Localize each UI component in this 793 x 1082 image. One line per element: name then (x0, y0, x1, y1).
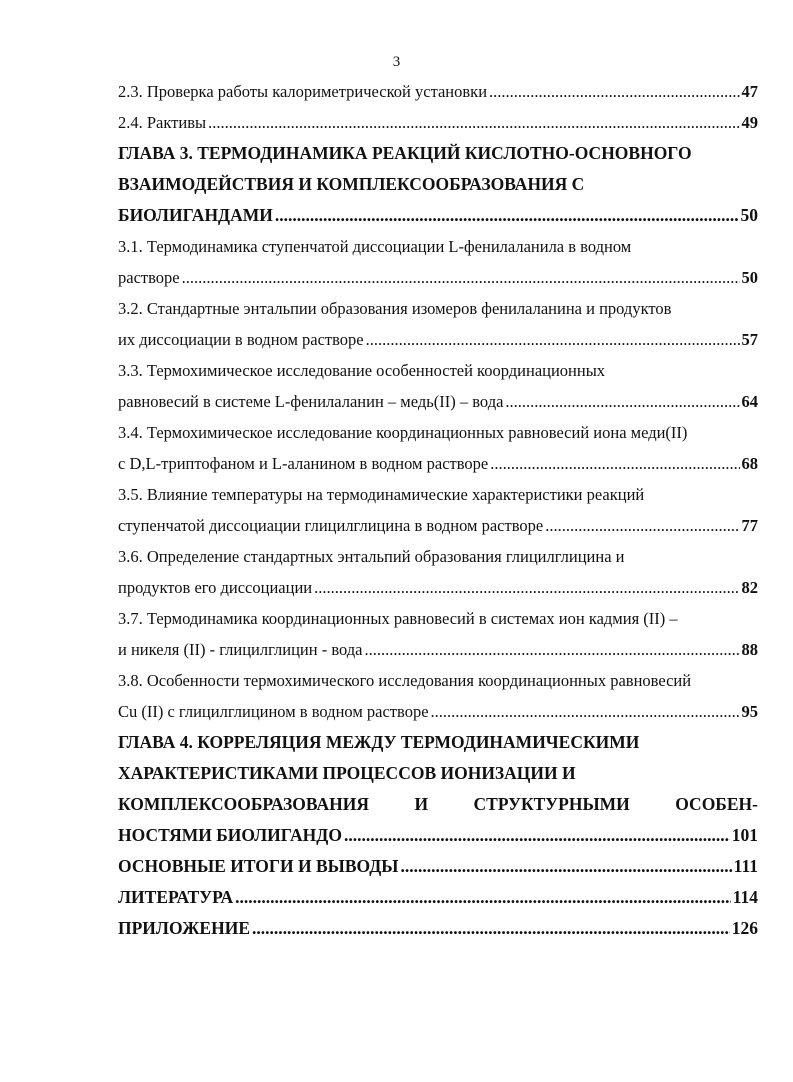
toc-title: БИОЛИГАНДАМИ (118, 205, 273, 225)
toc-entry-3-6-line-1: 3.6. Определение стандартных энтальпий образования глицилглицина и (118, 547, 625, 566)
toc-title: и никеля (II) - глицилглицин - вода (118, 640, 363, 659)
toc-page-number: 64 (741, 392, 758, 411)
chapter-4-heading-line-1: ГЛАВА 4. КОРРЕЛЯЦИЯ МЕЖДУ ТЕРМОДИНАМИЧЕСКИМИ (118, 732, 640, 752)
chapter-4-heading-line-3 (118, 789, 758, 820)
toc-page-number: 95 (741, 702, 758, 721)
leader-dots (314, 572, 739, 603)
leader-dots (490, 448, 739, 479)
toc-title: равновесий в системе L-фенилаланин – медь(II) – вода (118, 392, 504, 411)
chapter-4-heading-line-2: ХАРАКТЕРИСТИКАМИ ПРОЦЕССОВ ИОНИЗАЦИИ И (118, 763, 576, 783)
toc-entry-3-2 (118, 324, 758, 355)
leader-dots (344, 820, 730, 851)
toc-page-number: 50 (741, 268, 758, 287)
toc-entry-conclusions (118, 851, 758, 882)
toc-entry-3-7-line-1: 3.7. Термодинамика координационных равновесий в системах ион кадмия (II) – (118, 609, 678, 628)
toc-page-number: 77 (741, 516, 758, 535)
toc-entry-3-5-line-1: 3.5. Влияние температуры на термодинамические характеристики реакций (118, 485, 645, 504)
toc-entry-3-8-line-1: 3.8. Особенности термохимического исследования координационных равновесий (118, 671, 692, 690)
toc-title: ступенчатой диссоциации глицилглицина в водном растворе (118, 516, 544, 535)
leader-dots (505, 386, 739, 417)
toc-title: их диссоциации в водном растворе (118, 330, 364, 349)
toc-entry-3-1 (118, 262, 758, 293)
toc-entry-3-1-line-1: 3.1. Термодинамика ступенчатой диссоциации L-фенилаланила в водном (118, 237, 632, 256)
toc-page-number: 126 (731, 918, 758, 938)
toc-page-number: 57 (741, 330, 758, 349)
heading-word: И (414, 794, 429, 814)
toc-entry-3-4 (118, 448, 758, 479)
leader-dots (252, 913, 730, 944)
toc-page-number: 47 (741, 82, 758, 101)
toc-page-number: 50 (740, 205, 758, 225)
toc-entry-3-3-line-1: 3.3. Термохимическое исследование особенностей координационных (118, 361, 606, 380)
chapter-3-heading-line-1: ГЛАВА 3. ТЕРМОДИНАМИКА РЕАКЦИЙ КИСЛОТНО-ОСНОВНОГО (118, 143, 692, 163)
toc-entry-chapter-3 (118, 200, 758, 231)
leader-dots (431, 696, 740, 727)
leader-dots (182, 262, 740, 293)
toc-entry-2-4 (118, 107, 758, 138)
table-of-contents (118, 76, 758, 944)
toc-title: продуктов его диссоциации (118, 578, 313, 597)
toc-page-number: 88 (741, 640, 758, 659)
leader-dots (208, 107, 739, 138)
toc-title: 2.4. Рактивы (118, 113, 207, 132)
leader-dots (275, 200, 739, 231)
toc-entry-chapter-4 (118, 820, 758, 851)
toc-entry-2-3 (118, 76, 758, 107)
toc-page-number: 68 (741, 454, 758, 473)
toc-title: Cu (II) с глицилглицином в водном растворе (118, 702, 429, 721)
toc-page-number: 114 (732, 887, 758, 907)
leader-dots (366, 324, 740, 355)
toc-entry-3-6 (118, 572, 758, 603)
leader-dots (489, 76, 739, 107)
toc-title: НОСТЯМИ БИОЛИГАНДО (118, 825, 342, 845)
toc-title: растворе (118, 268, 180, 287)
toc-entry-appendix (118, 913, 758, 944)
heading-word: СТРУКТУРНЫМИ (473, 794, 630, 814)
toc-entry-3-7 (118, 634, 758, 665)
toc-page-number: 49 (741, 113, 758, 132)
toc-entry-3-3 (118, 386, 758, 417)
page-number: 3 (392, 54, 401, 70)
toc-entry-3-5 (118, 510, 758, 541)
heading-word: ОСОБЕН- (675, 794, 758, 814)
toc-entry-3-4-line-1: 3.4. Термохимическое исследование координационных равновесий иона меди(II) (118, 423, 688, 442)
leader-dots (365, 634, 740, 665)
toc-title: ОСНОВНЫЕ ИТОГИ И ВЫВОДЫ (118, 856, 399, 876)
toc-title: с D,L-триптофаном и L-аланином в водном растворе (118, 454, 489, 473)
toc-title: 2.3. Проверка работы калориметрической установки (118, 82, 488, 101)
leader-dots (400, 851, 731, 882)
toc-page-number: 82 (741, 578, 758, 597)
heading-word: КОМПЛЕКСООБРАЗОВАНИЯ (118, 794, 369, 814)
chapter-3-heading-line-2: ВЗАИМОДЕЙСТВИЯ И КОМПЛЕКСООБРАЗОВАНИЯ С (118, 174, 585, 194)
leader-dots (545, 510, 739, 541)
toc-page-number: 111 (733, 856, 758, 876)
leader-dots (235, 882, 731, 913)
toc-title: ЛИТЕРАТУРА (118, 887, 234, 907)
toc-entry-3-2-line-1: 3.2. Стандартные энтальпии образования изомеров фенилаланина и продуктов (118, 299, 672, 318)
toc-entry-3-8 (118, 696, 758, 727)
toc-title: ПРИЛОЖЕНИЕ (118, 918, 251, 938)
toc-page-number: 101 (731, 825, 758, 845)
toc-entry-literature (118, 882, 758, 913)
